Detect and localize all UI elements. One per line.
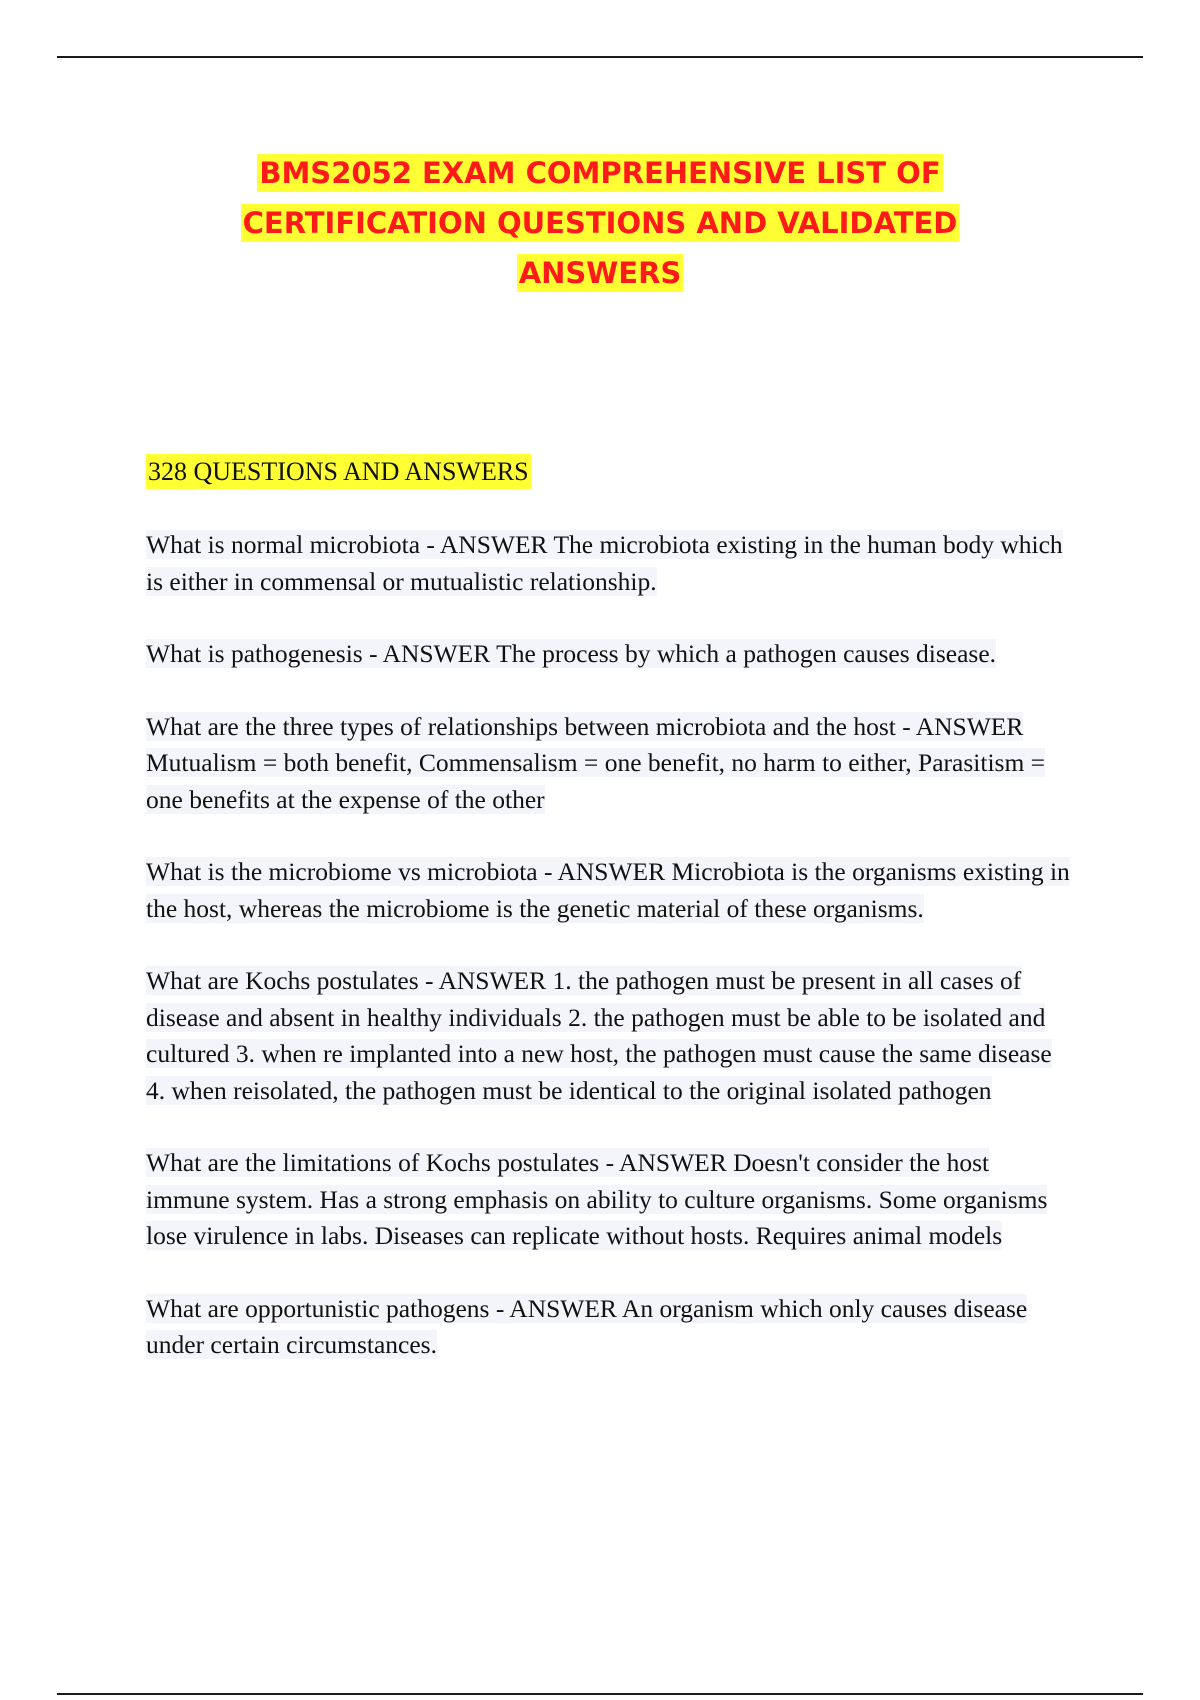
top-rule [57, 56, 1143, 58]
qa-item-opportunistic-pathogens: What are opportunistic pathogens - ANSWER An organism which only causes disease under certain circumstances. [146, 1293, 1028, 1359]
qa-item-pathogenesis: What is pathogenesis - ANSWER The process by which a pathogen causes disease. [146, 639, 997, 668]
qa-item-normal-microbiota: What is normal microbiota - ANSWER The microbiota existing in the human body which is either in commensal or mutualistic relationship. [146, 530, 1063, 596]
qa-list [146, 527, 1076, 1400]
qa-item-relationship-types: What are the three types of relationships between microbiota and the host - ANSWER Mutualism = both benefit, Commensalism = one benefit, no harm to either, Parasitism = one benefits at the expense of the other [146, 711, 1046, 814]
document-title [150, 148, 1050, 298]
qa-item-kochs-postulates: What are Kochs postulates - ANSWER 1. the pathogen must be present in all cases of disease and absent in healthy individuals 2. the pathogen must be able to be isolated and cultured 3. when re implanted into a new host, the pathogen must cause the same disease 4. when reisolated, the pathogen must be identical to the original isolated pathogen [146, 966, 1052, 1105]
title-line-2: CERTIFICATION QUESTIONS AND VALIDATED [242, 206, 958, 240]
qa-item-kochs-limitations: What are the limitations of Kochs postulates - ANSWER Doesn't consider the host immune system. Has a strong emphasis on ability to culture organisms. Some organisms lose virulence in labs. Diseases can replicate without hosts. Requires animal models [146, 1148, 1048, 1250]
title-line-1: BMS2052 EXAM COMPREHENSIVE LIST OF [259, 156, 941, 190]
title-line-3: ANSWERS [518, 256, 682, 290]
qa-item-microbiome-vs-microbiota: What is the microbiome vs microbiota - ANSWER Microbiota is the organisms existing in the host, whereas the microbiome is the genetic material of these organisms. [146, 857, 1070, 923]
question-count-label: 328 QUESTIONS AND ANSWERS [146, 455, 531, 489]
bottom-rule [57, 1693, 1143, 1695]
